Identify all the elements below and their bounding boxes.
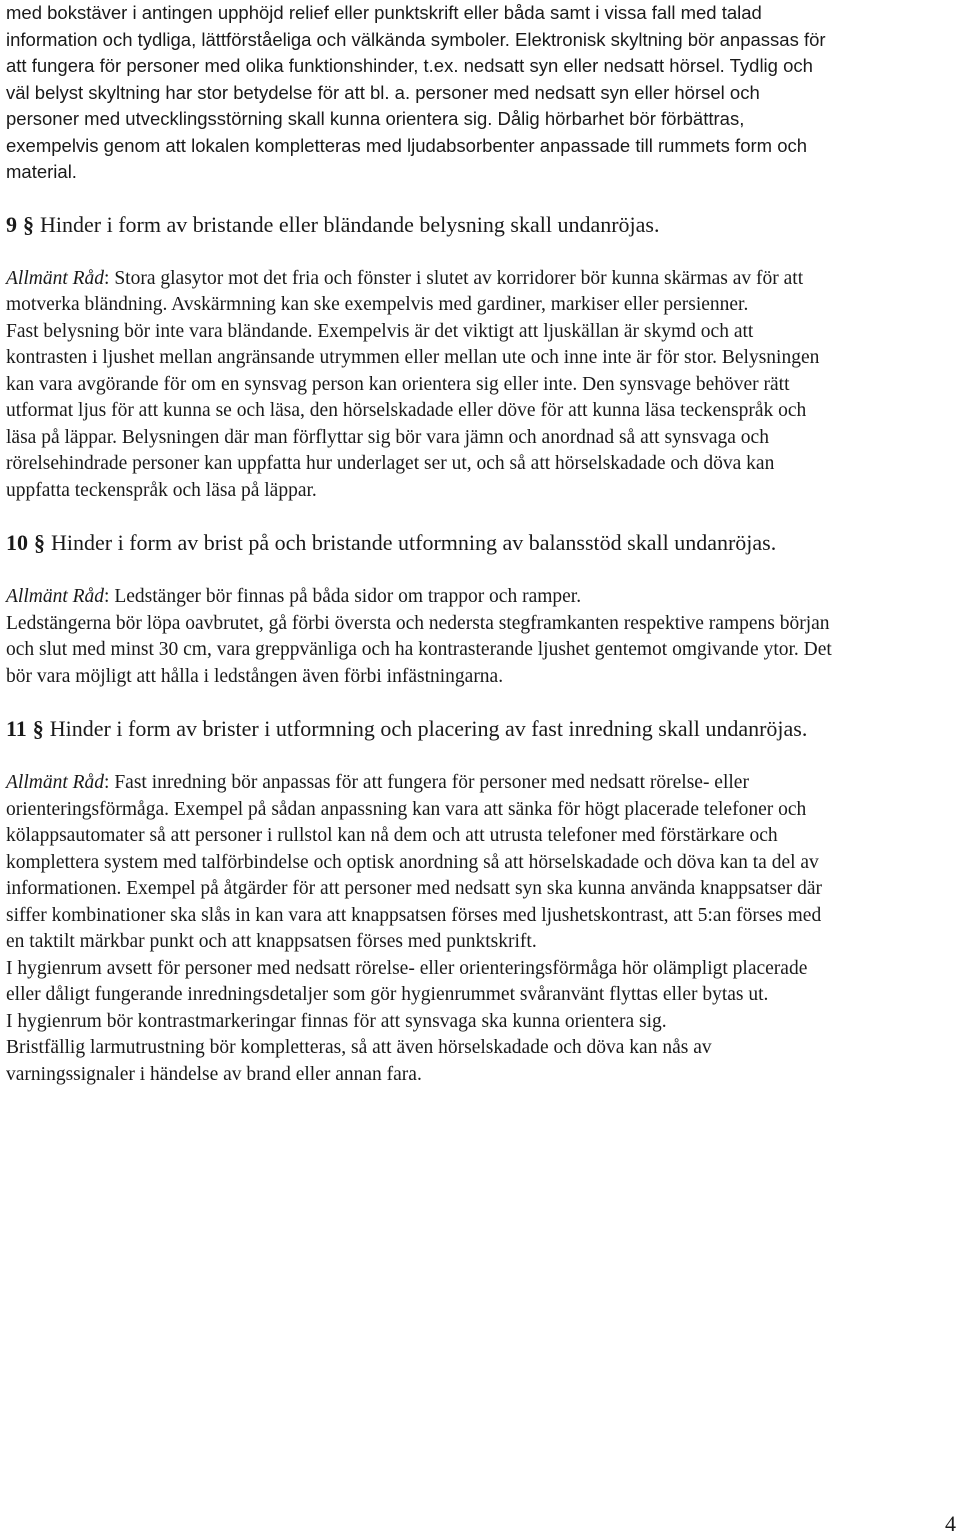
section-11-paragraph-contrast: I hygienrum bör kontrastmarkeringar finnas för att synsvaga ska kunna orientera sig. [6, 1010, 667, 1032]
section-number: 11 [6, 716, 27, 741]
paragraph-sign-icon: § [34, 530, 45, 555]
section-10-paragraph: Ledstängerna bör löpa oavbrutet, gå förbi översta och nedersta stegframkanten respektive rampens början och slut med minst 30 cm, vara greppvänliga och ha kontrasterande ljushet gentemot omgivande ytor. Det bör vara möjligt att hålla i ledstången även förbi infästningarna. [6, 612, 832, 687]
document-page [6, 0, 836, 1088]
section-9-advice [6, 266, 836, 319]
section-heading-11 [6, 714, 836, 744]
paragraph-sign-icon: § [23, 211, 34, 237]
advice-text: : Fast inredning bör anpassas för att fungera för personer med nedsatt rörelse- eller orienteringsförmåga. Exempel på sådan anpassning kan vara att sänka för högt placerade telefoner och kölappsautomater så att personer i rullstol kan nå dem och att utrusta telefoner med förstärkare och komplettera system med talförbindelse och optisk anordning så att hörselskadade och döva kan ta del av informationen. Exempel på åtgärder för att personer med nedsatt syn ska kunna använda knappsatser där siffer kombinationer ska slås in kan vara att knappsatsen förses med ljushetskontrast, att 5:an förses med en taktilt märkbar punkt och att knappsatsen förses med punktskrift. [6, 772, 823, 952]
advice-text: : Stora glasytor mot det fria och fönster i slutet av korridorer bör kunna skärmas av för att motverka bländning. Avskärmning kan ske exempelvis med gardiner, markiser eller persienner. [6, 267, 804, 315]
section-title: Hinder i form av brister i utformning och placering av fast inredning skall undanröjas. [49, 716, 808, 741]
section-title: Hinder i form av bristande eller bländande belysning skall undanröjas. [40, 211, 660, 237]
advice-label: Allmänt Råd [6, 772, 105, 793]
section-9-paragraph: Fast belysning bör inte vara bländande. Exempelvis är det viktigt att ljuskällan är skymd och att kontrasten i ljushet mellan angränsande utrymmen eller mellan ute och inne inte är för stor. Belysningen kan vara avgörande för om en synsvag person kan orientera sig eller inte. Den synsvage behöver rätt utformat ljus för att kunna se och läsa, den hörselskadade eller döve för att kunna läsa teckenspråk och läsa på läppar. Belysningen där man förflyttar sig bör vara jämn och anordnad så att synsvaga och rörelsehindrade personer kan uppfatta hur underlaget ser ut, och så att hörselskadade och döva kan uppfatta teckenspråk och läsa på läppar. [6, 320, 820, 501]
advice-text: : Ledstänger bör finnas på båda sidor om trappor och ramper. [104, 586, 582, 607]
section-number: 10 [6, 530, 28, 555]
section-number: 9 [6, 211, 17, 237]
advice-label: Allmänt Råd [6, 267, 105, 289]
paragraph-sign-icon: § [32, 716, 44, 741]
section-10-advice [6, 584, 836, 611]
page-number: 4 [945, 1511, 956, 1536]
section-title: Hinder i form av brist på och bristande utformning av balansstöd skall undanröjas. [51, 530, 777, 555]
section-11-advice [6, 770, 836, 956]
section-11-paragraph-alarm: Bristfällig larmutrustning bör kompletteras, så att även hörselskadade och döva kan nås av varningssignaler i händelse av brand eller annan fara. [6, 1037, 712, 1085]
section-heading-9 [6, 210, 836, 240]
intro-paragraph: med bokstäver i antingen upphöjd relief eller punktskrift eller båda samt i vissa fall med talad information och tydliga, lättförståeliga och välkända symboler. Elektronisk skyltning bör anpassas för att fungera för personer med olika funktionshinder, t.ex. nedsatt syn eller nedsatt hörsel. Tydlig och väl belyst skyltning har stor betydelse för att bl. a. personer med nedsatt syn eller hörsel och personer med utvecklingsstörning skall kunna orientera sig. Dålig hörbarhet bör förbättras, exempelvis genom att lokalen kompletteras med ljudabsorbenter anpassade till rummets form och material. [6, 2, 826, 182]
section-11-paragraph-hygiene: I hygienrum avsett för personer med nedsatt rörelse- eller orienteringsförmåga hör olämpligt placerade eller dåligt fungerande inredningsdetaljer som gör hygienrummet svåranvänt flyttas eller bytas ut. [6, 957, 808, 1005]
section-heading-10 [6, 528, 836, 558]
advice-label: Allmänt Råd [6, 586, 105, 607]
